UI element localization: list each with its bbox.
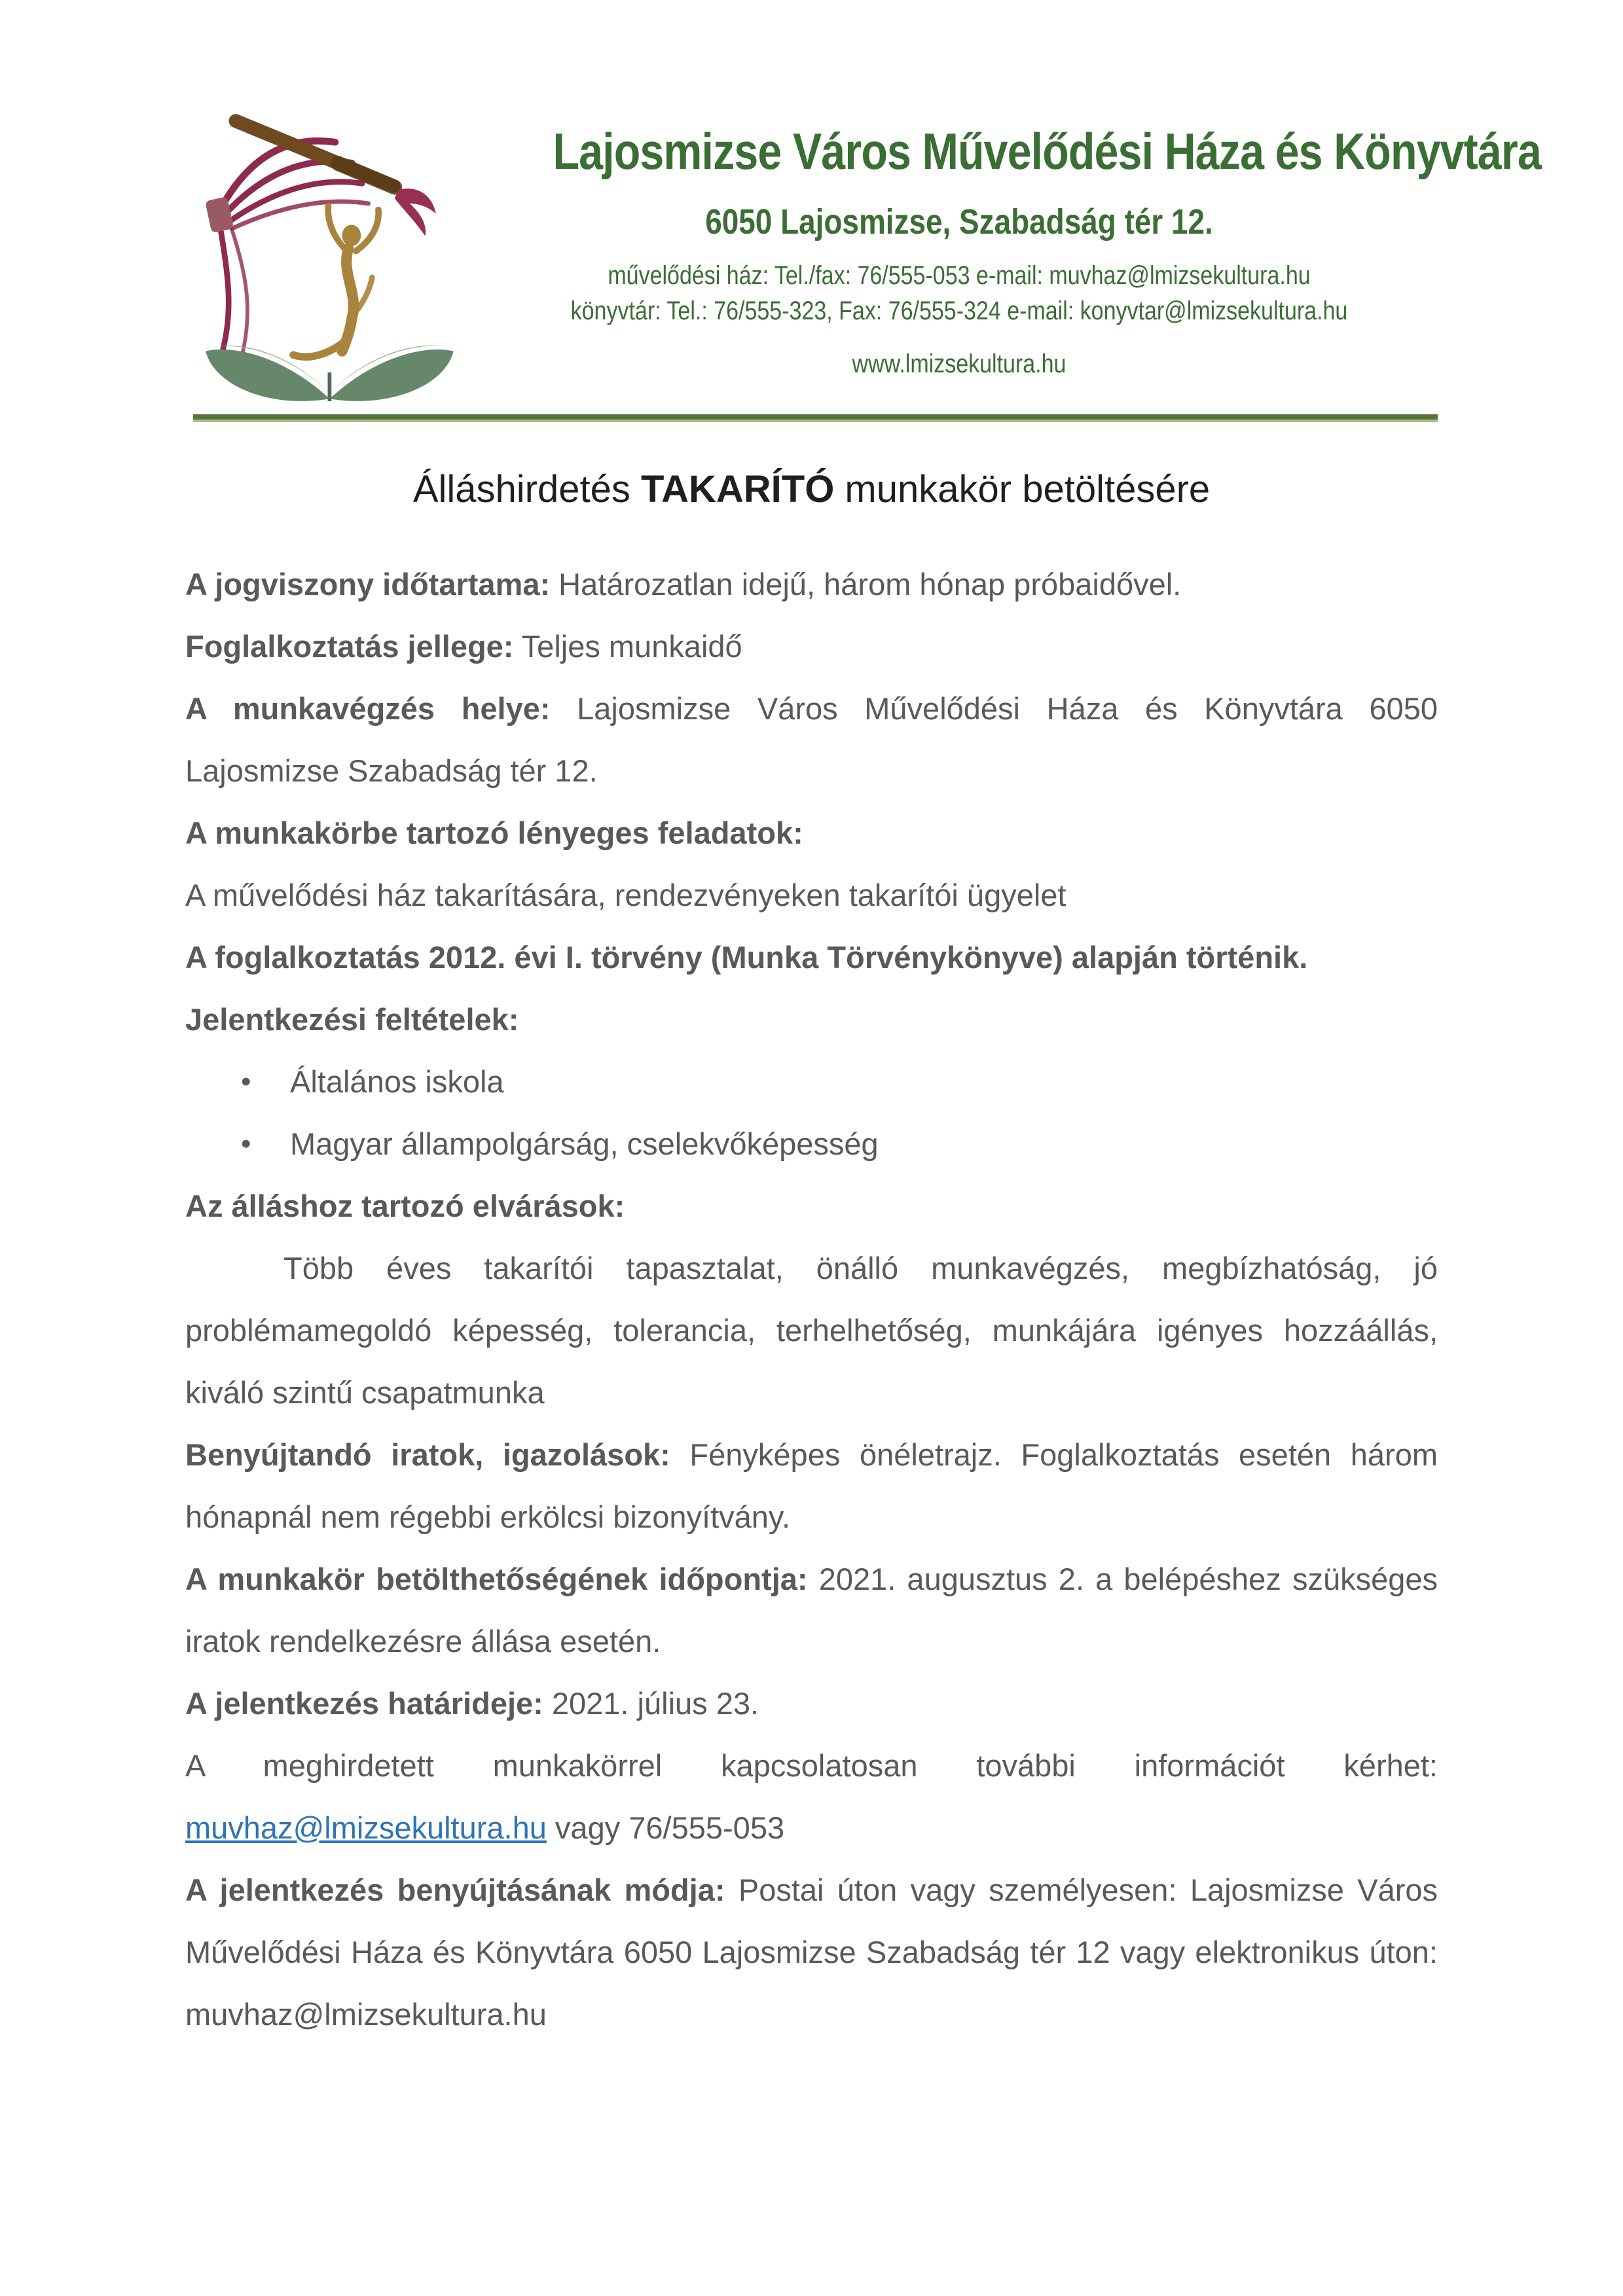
bullet-dot-icon: •	[241, 1128, 251, 1160]
list-item	[185, 1113, 1438, 1175]
header-divider	[193, 414, 1438, 422]
label-feladatok-cim: A munkakörbe tartozó lényeges feladatok:	[185, 816, 803, 850]
organization-name: Lajosmizse Város Művelődési Háza és Könyvtára	[553, 122, 1541, 180]
text-betoltes: 2021. augusztus 2. a belépéshez szükséges iratok rendelkezésre állása esetén.	[185, 1562, 1438, 1659]
text-iratok: Fényképes önéletrajz. Foglalkoztatás esetén három hónapnál nem régebbi erkölcsi bizonyítvány.	[185, 1437, 1438, 1534]
organization-address: 6050 Lajosmizse, Szabadság tér 12.	[705, 202, 1213, 242]
label-betoltes: A munkakör betölthetőségének időpontja:	[185, 1562, 808, 1596]
label-elvarasok-cim: Az álláshoz tartozó elvárások:	[185, 1189, 625, 1223]
contact-library: könyvtár: Tel.: 76/555-323, Fax: 76/555-324 e-mail: konyvtar@lmizsekultura.hu	[570, 296, 1348, 325]
text-elvarasok: Több éves takarítói tapasztalat, önálló munkavégzés, megbízhatóság, jó problémamegoldó képesség, tolerancia, terhelhetőség, munkájára igényes hozzáállás, kiváló szintű csapatmunka	[185, 1251, 1438, 1410]
paragraph-feltetelek-cim	[185, 988, 1438, 1050]
label-benyujtas: A jelentkezés benyújtásának módja:	[185, 1873, 725, 1907]
text-benyujtas: Postai úton vagy személyesen: Lajosmizse Város Művelődési Háza és Könyvtára 6050 Lajosmizse Szabadság tér 12 vagy elektronikus úton: muvhaz@lmizsekultura.hu	[185, 1873, 1438, 2032]
email-link[interactable]: muvhaz@lmizsekultura.hu	[185, 1810, 547, 1845]
label-torveny: A foglalkoztatás 2012. évi I. törvény (Munka Törvénykönyve) alapján történik.	[185, 940, 1308, 975]
text-info-line: A meghirdetett munkakörrel kapcsolatosan további információt kérhet:	[185, 1748, 1438, 1783]
website-url: www.lmizsekultura.hu	[852, 350, 1067, 378]
paragraph-jogviszony	[185, 553, 1438, 615]
paragraph-info-line	[185, 1734, 1438, 1797]
paragraph-betoltes	[185, 1548, 1438, 1672]
title-prefix: Álláshirdetés	[412, 468, 641, 511]
label-foglalkoztatas-jellege: Foglalkoztatás jellege:	[185, 629, 514, 664]
paragraph-foglalkoztatas-jellege	[185, 615, 1438, 677]
paragraph-feladatok	[185, 864, 1438, 926]
organization-logo-icon	[189, 103, 482, 416]
list-item	[185, 1050, 1438, 1113]
label-feltetelek-cim: Jelentkezési feltételek:	[185, 1002, 519, 1037]
document-body	[185, 553, 1438, 2045]
label-hatarido: A jelentkezés határideje:	[185, 1686, 543, 1721]
bullet-list	[185, 1050, 1438, 1175]
bullet-dot-icon: •	[241, 1066, 251, 1098]
text-info-after-link: vagy 76/555-053	[546, 1810, 785, 1845]
label-munkavegzes-helye: A munkavégzés helye:	[185, 691, 551, 726]
paragraph-feladatok-cim	[185, 802, 1438, 864]
bullet-text-altalanos-iskola: Általános iskola	[290, 1064, 504, 1099]
text-jogviszony: Határozatlan idejű, három hónap próbaidővel.	[550, 567, 1182, 601]
paragraph-iratok	[185, 1424, 1438, 1548]
paragraph-benyujtas	[185, 1859, 1438, 2045]
bullet-text-allampolgarsag: Magyar állampolgárság, cselekvőképesség	[290, 1126, 879, 1161]
title-suffix: munkakör betöltésére	[834, 468, 1211, 511]
paragraph-elvarasok-cim	[185, 1175, 1438, 1237]
paragraph-hatarido	[185, 1672, 1438, 1734]
text-feladatok: A művelődési ház takarítására, rendezvényeken takarítói ügyelet	[185, 878, 1067, 912]
contact-culture-house: művelődési ház: Tel./fax: 76/555-053 e-mail: muvhaz@lmizsekultura.hu	[608, 261, 1311, 290]
text-munkavegzes-helye: Lajosmizse Város Művelődési Háza és Könyvtára 6050 Lajosmizse Szabadság tér 12.	[185, 691, 1438, 788]
paragraph-elvarasok	[185, 1237, 1438, 1424]
paragraph-munkavegzes-helye	[185, 677, 1438, 802]
document-title	[185, 458, 1438, 520]
paragraph-info-contact	[185, 1797, 1438, 1859]
text-hatarido: 2021. július 23.	[543, 1686, 759, 1721]
title-emphasis: TAKARÍTÓ	[640, 468, 835, 511]
label-jogviszony: A jogviszony időtartama:	[185, 567, 551, 601]
paragraph-torveny	[185, 926, 1438, 988]
label-iratok: Benyújtandó iratok, igazolások:	[185, 1437, 670, 1472]
text-foglalkoztatas-jellege: Teljes munkaidő	[513, 629, 742, 664]
